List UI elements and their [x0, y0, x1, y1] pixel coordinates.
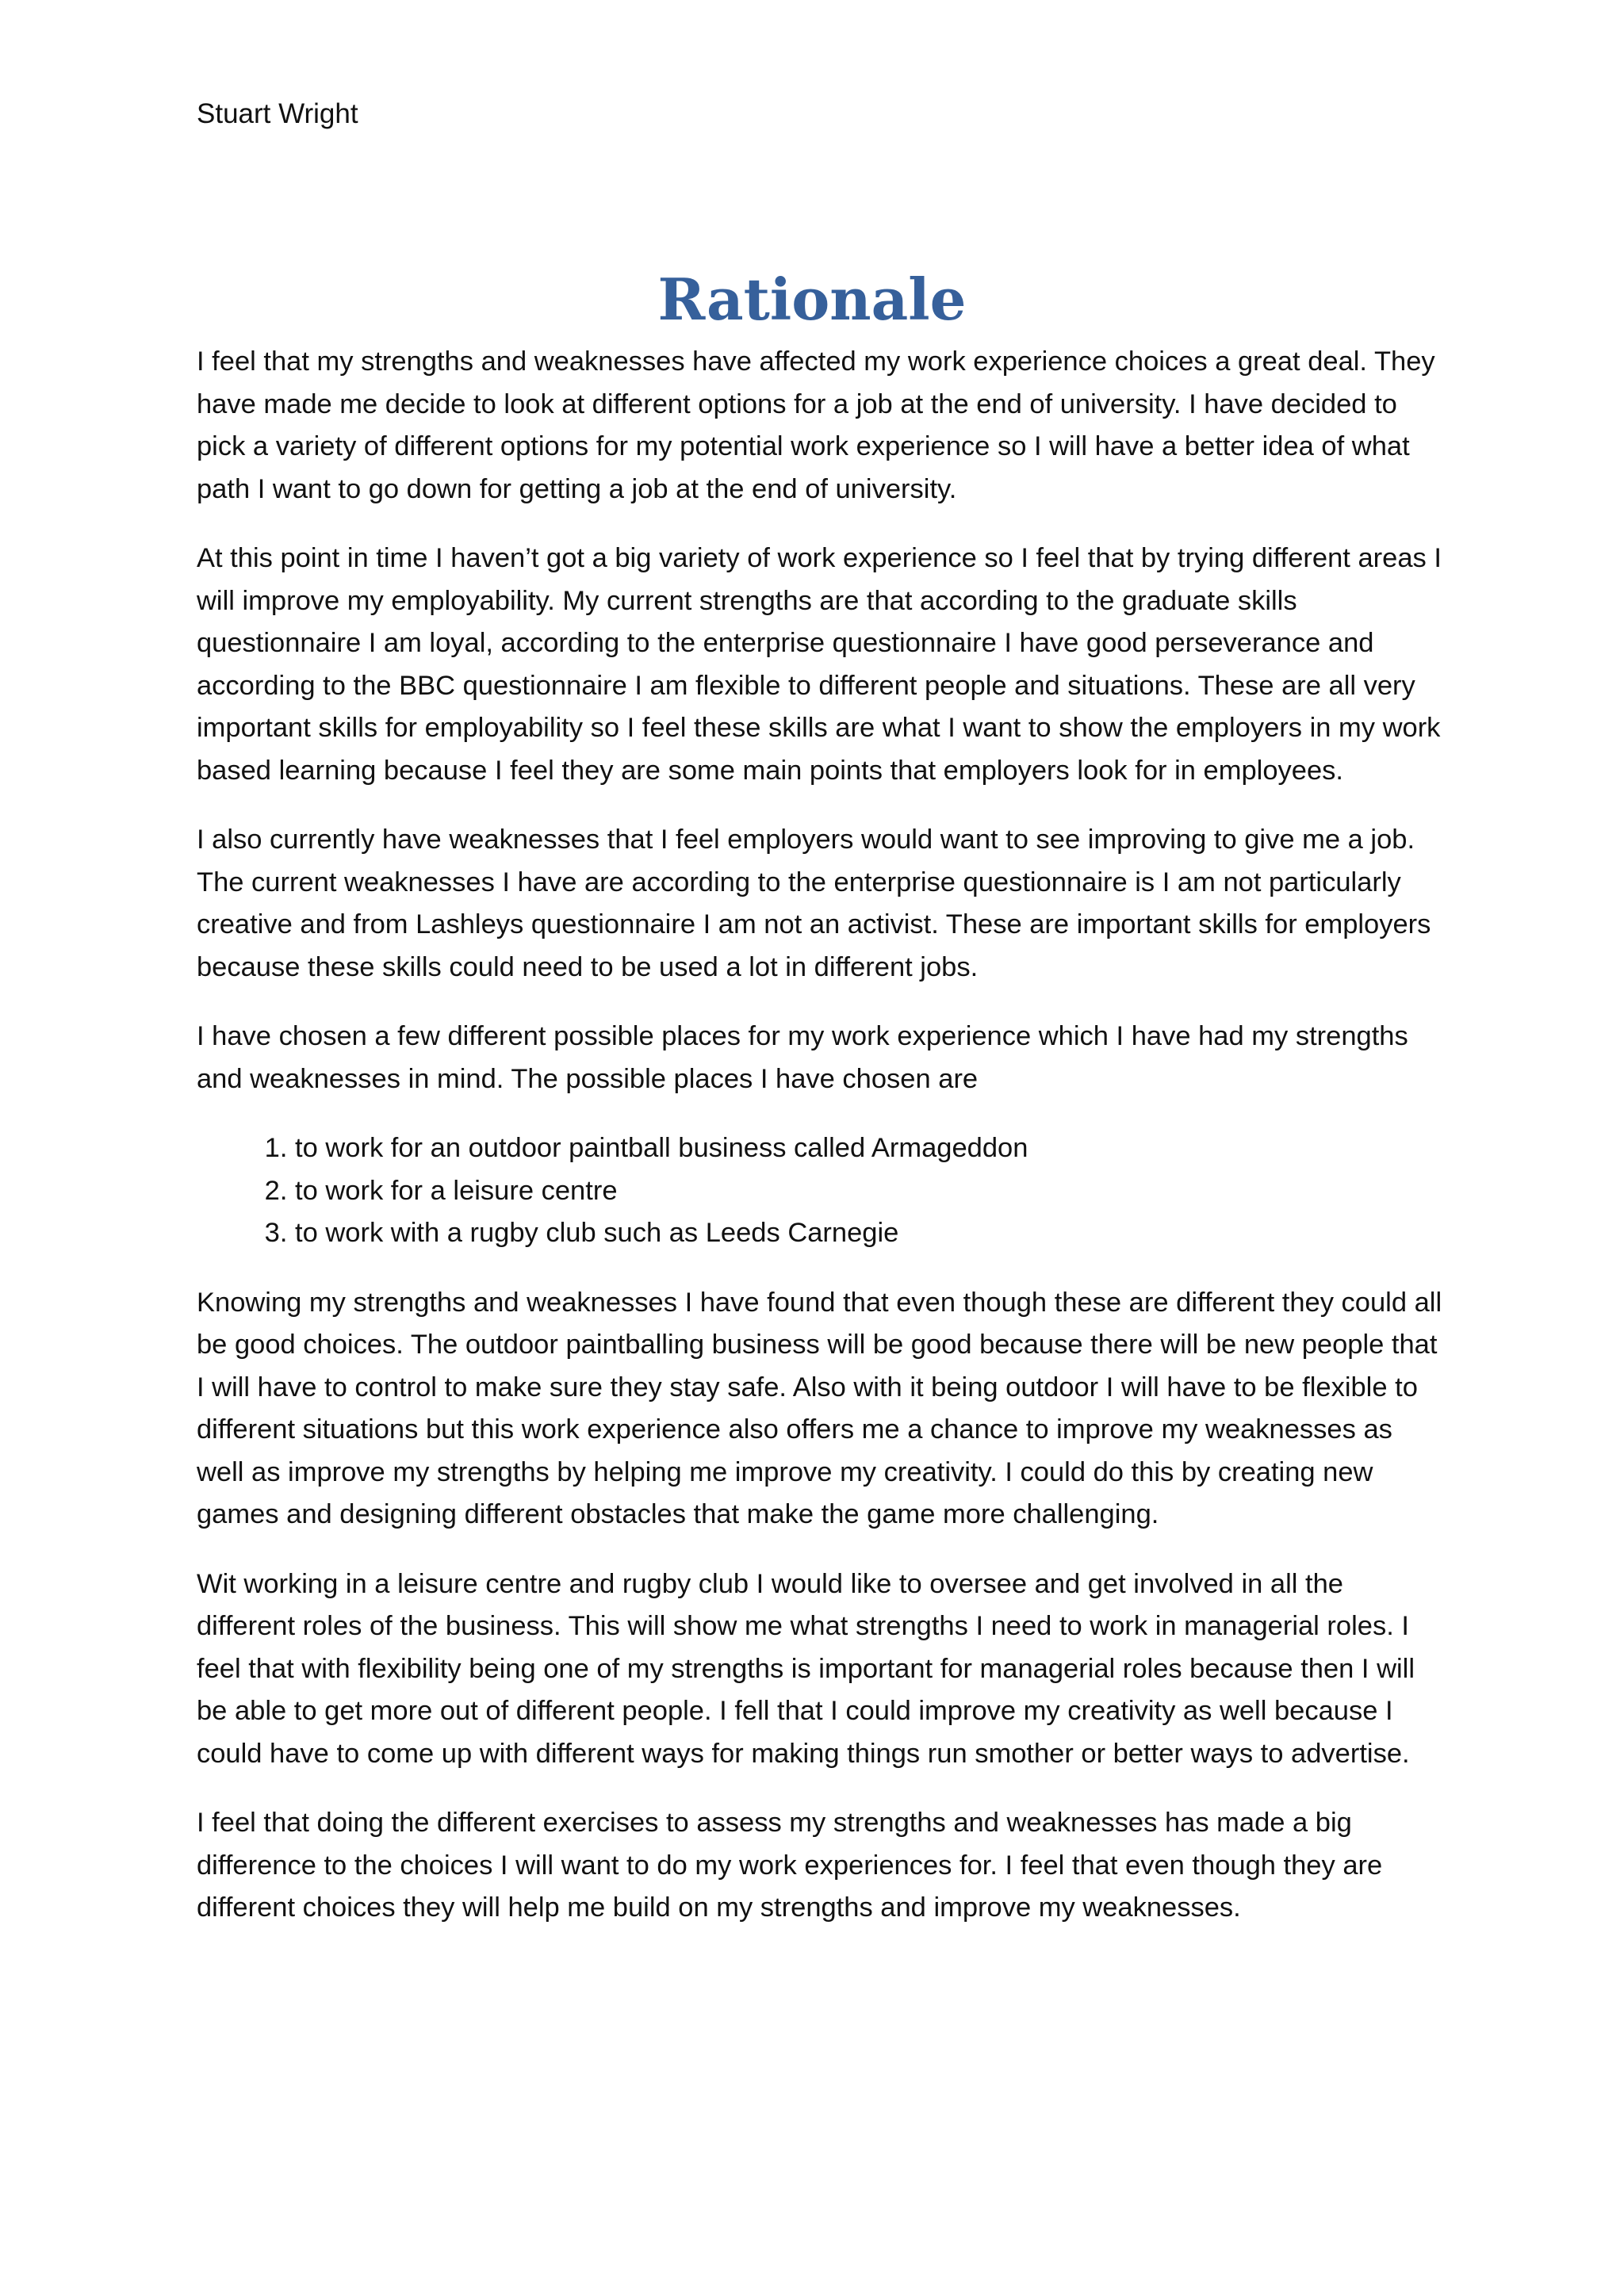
document-body — [197, 341, 1443, 1957]
paragraph-2: At this point in time I haven’t got a big variety of work experience so I feel that by trying different areas I will improve my employability. My current strengths are that according to the graduate skills questionnaire I am loyal, according to the enterprise questionnaire I have good perseverance and according to the BBC questionnaire I am flexible to different people and situations. These are all very important skills for employability so I feel these skills are what I want to show the employers in my work based learning because I feel they are some main points that employers look for in employees. — [197, 543, 1442, 786]
paragraph-4: I have chosen a few different possible places for my work experience which I have had my strengths and weaknesses in mind. The possible places I have chosen are — [197, 1021, 1408, 1094]
page-title: Rationale — [657, 266, 967, 333]
list-item: 3. to work with a rugby club such as Leeds Carnegie — [295, 1212, 1443, 1255]
list-item: 1. to work for an outdoor paintball business called Armageddon — [295, 1127, 1443, 1170]
paragraph-1: I feel that my strengths and weaknesses have affected my work experience choices a great deal. They have made me decide to look at different options for a job at the end of university. I have decided to pick a variety of different options for my potential work experience so I will have a better idea of what path I want to go down for getting a job at the end of university. — [197, 346, 1435, 504]
paragraph-6: Wit working in a leisure centre and rugby club I would like to oversee and get involved in all the different roles of the business. This will show me what strengths I need to work in managerial roles. I feel that with flexibility being one of my strengths is important for managerial roles because then I will be able to get more out of different people. I fell that I could improve my creativity as well because I could have to come up with different ways for making things run smother or better ways to advertise. — [197, 1568, 1415, 1769]
list-item: 2. to work for a leisure centre — [295, 1170, 1443, 1213]
work-experience-list — [197, 1127, 1443, 1255]
author-name: Stuart Wright — [197, 98, 358, 129]
paragraph-7: I feel that doing the different exercises to assess my strengths and weaknesses has made a big difference to the choices I will want to do my work experiences for. I feel that even though they are different choices they will help me build on my strengths and improve my weaknesses. — [197, 1808, 1383, 1923]
paragraph-5: Knowing my strengths and weaknesses I have found that even though these are different they could all be good choices. The outdoor paintballing business will be good because there will be new people that I will have to control to make sure they stay safe. Also with it being outdoor I will have to be flexible to different situations but this work experience also offers me a chance to improve my weaknesses as well as improve my strengths by helping me improve my creativity. I could do this by creating new games and designing different obstacles that make the game more challenging. — [197, 1287, 1442, 1529]
paragraph-3: I also currently have weaknesses that I feel employers would want to see improving to give me a job. The current weaknesses I have are according to the enterprise questionnaire is I am not particularly creative and from Lashleys questionnaire I am not an activist. These are important skills for employers because these skills could need to be used a lot in different jobs. — [197, 825, 1431, 982]
